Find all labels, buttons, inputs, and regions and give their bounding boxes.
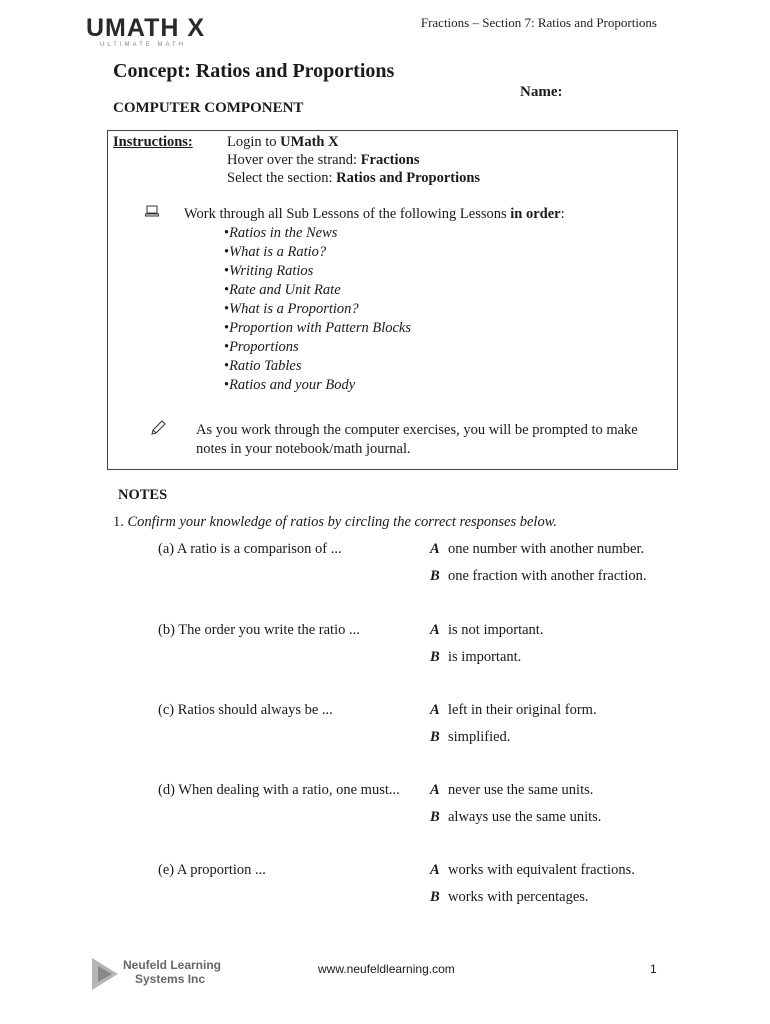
section-label: Fractions – Section 7: Ratios and Proportions xyxy=(420,15,657,30)
list-item: • What is a Proportion? xyxy=(224,300,411,319)
list-item: • Proportion with Pattern Blocks xyxy=(224,319,411,338)
question-b: (b) The order you write the ratio ... xyxy=(158,622,360,638)
option-b-b[interactable]: B is important. xyxy=(430,649,522,665)
list-item: • Ratios and your Body xyxy=(224,376,411,395)
umath-logo-subtitle: ULTIMATE MATH xyxy=(100,42,186,48)
question-d: (d) When dealing with a ratio, one must... xyxy=(158,782,400,798)
list-item: • Writing Ratios xyxy=(224,262,411,281)
list-item: • Ratios in the News xyxy=(224,224,411,243)
option-b-a[interactable]: A is not important. xyxy=(430,622,544,638)
option-a-b[interactable]: B one fraction with another fraction. xyxy=(430,568,647,584)
question-1: 1. Confirm your knowledge of ratios by circling the correct responses below. xyxy=(113,514,557,530)
list-item: • Rate and Unit Rate xyxy=(224,281,411,300)
umath-logo: UMATH X xyxy=(86,14,206,42)
option-c-b[interactable]: B simplified. xyxy=(430,729,511,745)
question-a: (a) A ratio is a comparison of ... xyxy=(158,541,342,557)
pencil-icon xyxy=(150,420,166,436)
question-c: (c) Ratios should always be ... xyxy=(158,702,333,718)
instruction-line-hover: Hover over the strand: Fractions xyxy=(227,152,420,168)
option-d-a[interactable]: A never use the same units. xyxy=(430,782,594,798)
page-title: Concept: Ratios and Proportions xyxy=(113,60,395,82)
option-e-a[interactable]: A works with equivalent fractions. xyxy=(430,862,635,878)
work-through-text: Work through all Sub Lessons of the following Lessons in order: xyxy=(184,206,565,222)
option-d-b[interactable]: B always use the same units. xyxy=(430,809,602,825)
option-c-a[interactable]: A left in their original form. xyxy=(430,702,597,718)
list-item: • Proportions xyxy=(224,338,411,357)
page-subtitle: COMPUTER COMPONENT xyxy=(113,100,304,116)
instruction-line-login: Login to UMath X xyxy=(227,134,339,150)
page-number: 1 xyxy=(650,962,657,976)
option-e-b[interactable]: B works with percentages. xyxy=(430,889,589,905)
list-item: • What is a Ratio? xyxy=(224,243,411,262)
instructions-label: Instructions: xyxy=(113,134,193,150)
computer-icon xyxy=(145,205,159,217)
question-e: (e) A proportion ... xyxy=(158,862,266,878)
lesson-list xyxy=(224,224,411,395)
footer-url[interactable]: www.neufeldlearning.com xyxy=(318,962,455,976)
list-item: • Ratio Tables xyxy=(224,357,411,376)
notes-heading: NOTES xyxy=(118,487,168,503)
neufeld-logo-text: Neufeld Learning Systems Inc xyxy=(123,958,222,986)
option-a-a[interactable]: A one number with another number. xyxy=(430,541,645,557)
instruction-line-select: Select the section: Ratios and Proportions xyxy=(227,170,481,186)
name-label: Name: xyxy=(520,84,563,100)
journal-note: As you work through the computer exercises, you will be prompted to make notes in your notebook/math journal. xyxy=(196,422,638,457)
